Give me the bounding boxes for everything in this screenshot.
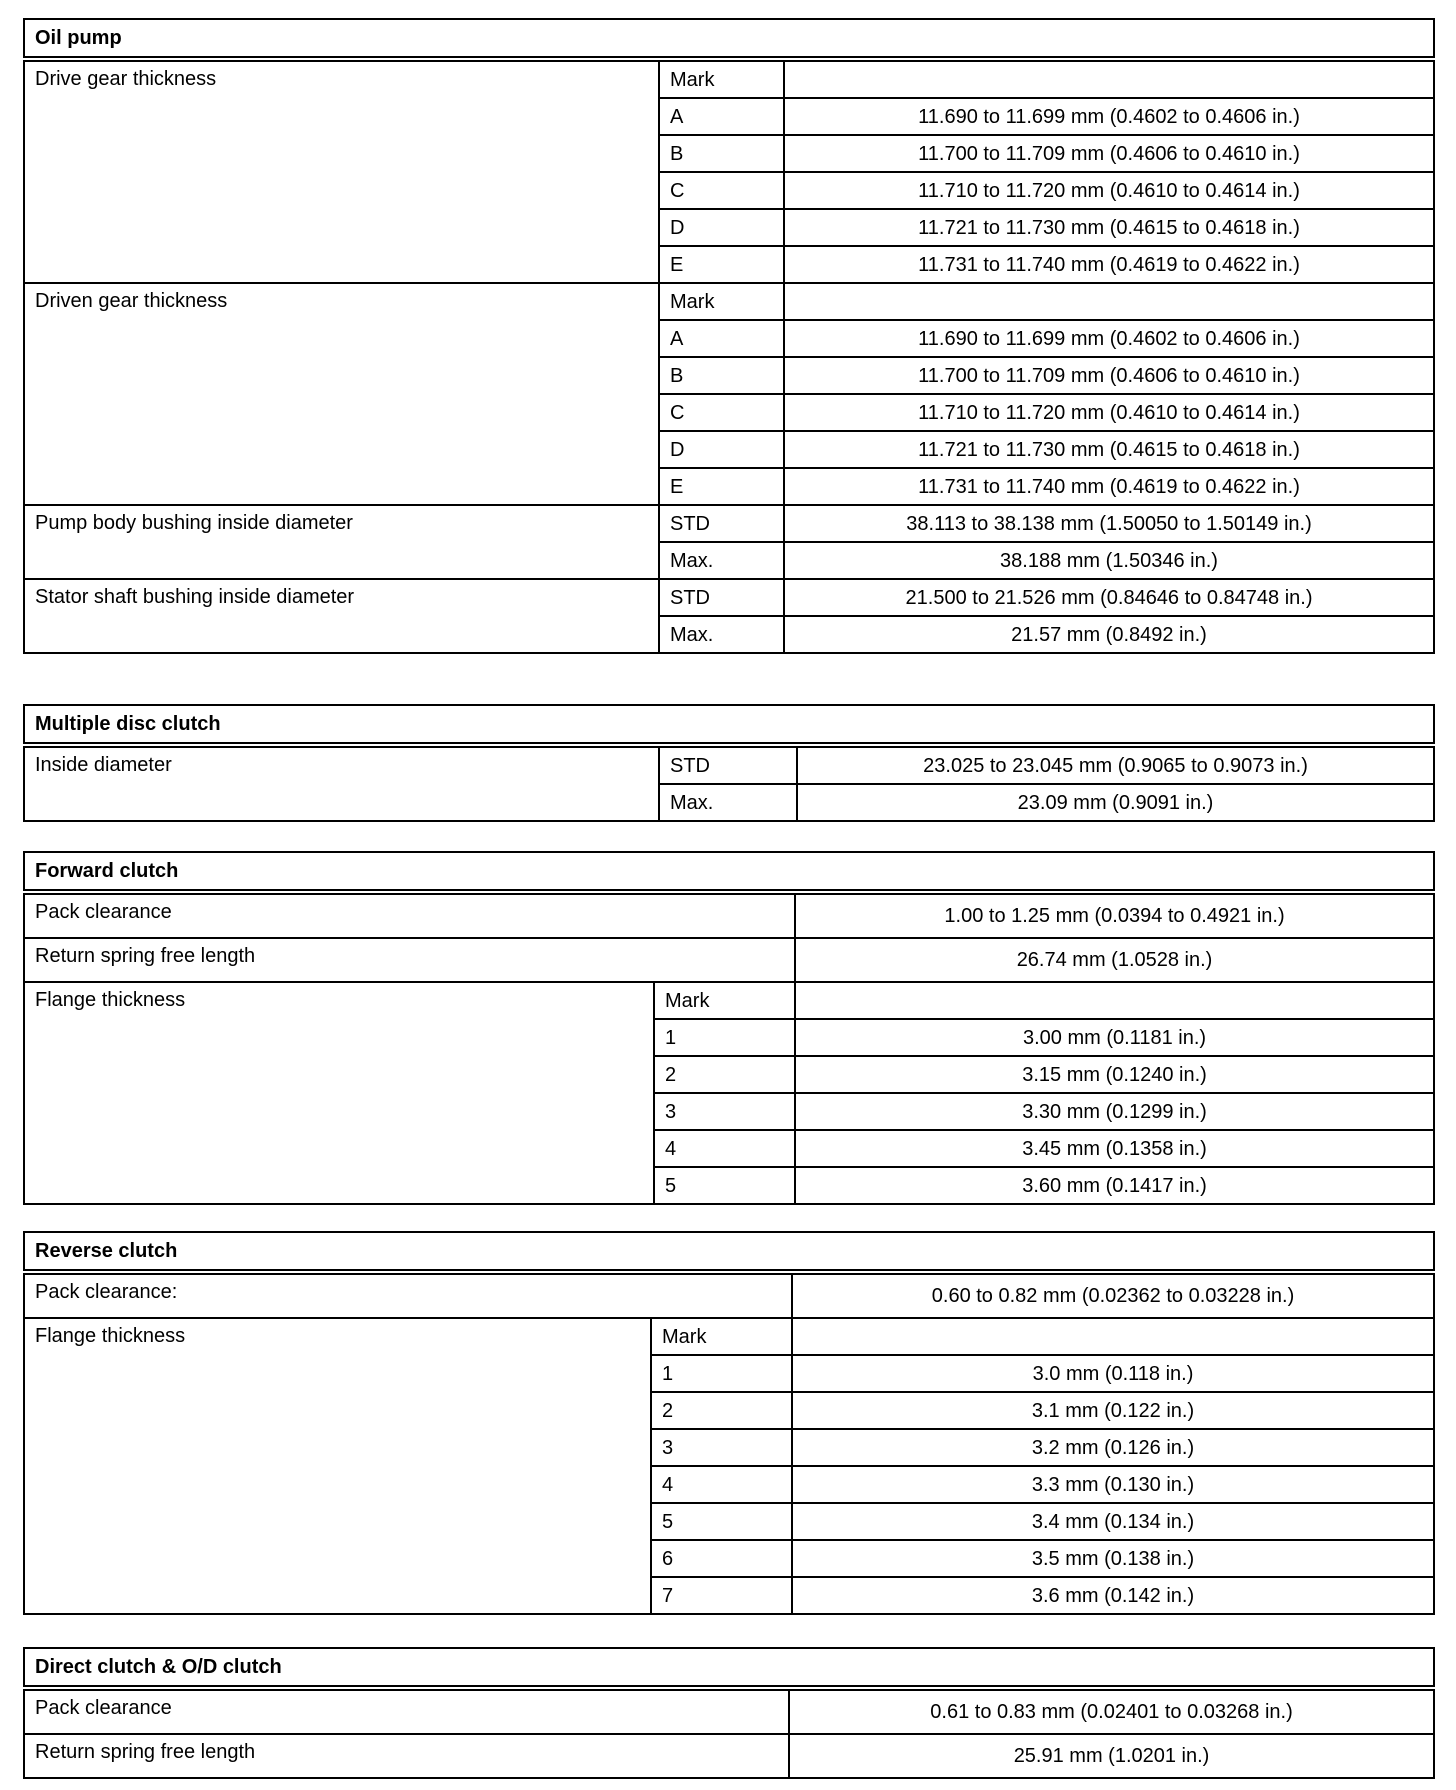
item-label: Pack clearance: [24,1272,792,1318]
mark-cell: Max. [659,784,797,821]
mark-cell: E [659,468,784,505]
value-cell: 21.57 mm (0.8492 in.) [784,616,1434,653]
value-cell: 3.1 mm (0.122 in.) [792,1392,1434,1429]
spec-table-direct-clutch-o-d-clutch [23,1647,1435,1779]
mark-cell: STD [659,579,784,616]
value-cell [792,1318,1434,1355]
mark-cell: Max. [659,542,784,579]
value-cell: 11.731 to 11.740 mm (0.4619 to 0.4622 in.) [784,246,1434,283]
value-cell: 11.700 to 11.709 mm (0.4606 to 0.4610 in.) [784,357,1434,394]
value-cell: 1.00 to 1.25 mm (0.0394 to 0.4921 in.) [795,892,1434,938]
item-label: Driven gear thickness [24,283,659,505]
table-row [24,283,1434,320]
mark-cell: STD [659,745,797,784]
item-label: Return spring free length [24,1734,789,1778]
value-cell: 38.113 to 38.138 mm (1.50050 to 1.50149 in.) [784,505,1434,542]
value-cell: 3.00 mm (0.1181 in.) [795,1019,1434,1056]
value-cell: 26.74 mm (1.0528 in.) [795,938,1434,982]
table-row [24,745,1434,784]
mark-cell: 5 [654,1167,795,1204]
item-label: Return spring free length [24,938,795,982]
value-cell: 11.690 to 11.699 mm (0.4602 to 0.4606 in.) [784,98,1434,135]
value-cell: 3.0 mm (0.118 in.) [792,1355,1434,1392]
table-row [24,1734,1434,1778]
value-cell: 3.15 mm (0.1240 in.) [795,1056,1434,1093]
table-row [24,59,1434,98]
spec-table-multiple-disc-clutch [23,704,1435,822]
section-title: Direct clutch & O/D clutch [24,1648,1434,1688]
item-label: Pack clearance [24,1688,789,1734]
value-cell: 11.721 to 11.730 mm (0.4615 to 0.4618 in.) [784,209,1434,246]
mark-cell: B [659,357,784,394]
mark-cell: Mark [654,982,795,1019]
value-cell: 21.500 to 21.526 mm (0.84646 to 0.84748 in.) [784,579,1434,616]
value-cell: 3.2 mm (0.126 in.) [792,1429,1434,1466]
mark-cell: 2 [654,1056,795,1093]
mark-cell: 5 [651,1503,792,1540]
section-title: Oil pump [24,19,1434,59]
value-cell: 11.710 to 11.720 mm (0.4610 to 0.4614 in.) [784,394,1434,431]
value-cell: 0.60 to 0.82 mm (0.02362 to 0.03228 in.) [792,1272,1434,1318]
value-cell: 3.30 mm (0.1299 in.) [795,1093,1434,1130]
section-header-row [24,852,1434,892]
table-row [24,1318,1434,1355]
value-cell: 11.700 to 11.709 mm (0.4606 to 0.4610 in.) [784,135,1434,172]
value-cell: 38.188 mm (1.50346 in.) [784,542,1434,579]
section-header-row [24,1648,1434,1688]
value-cell [795,982,1434,1019]
mark-cell: 1 [651,1355,792,1392]
value-cell: 11.721 to 11.730 mm (0.4615 to 0.4618 in.) [784,431,1434,468]
value-cell: 3.5 mm (0.138 in.) [792,1540,1434,1577]
mark-cell: E [659,246,784,283]
mark-cell: Mark [659,59,784,98]
value-cell: 23.025 to 23.045 mm (0.9065 to 0.9073 in.) [797,745,1434,784]
value-cell: 23.09 mm (0.9091 in.) [797,784,1434,821]
section-title: Reverse clutch [24,1232,1434,1272]
spec-table-forward-clutch [23,851,1435,1205]
section-header-row [24,19,1434,59]
mark-cell: C [659,394,784,431]
value-cell: 11.731 to 11.740 mm (0.4619 to 0.4622 in.) [784,468,1434,505]
item-label: Pump body bushing inside diameter [24,505,659,579]
value-cell: 3.3 mm (0.130 in.) [792,1466,1434,1503]
table-row [24,892,1434,938]
item-label: Drive gear thickness [24,59,659,283]
mark-cell: Mark [651,1318,792,1355]
item-label: Flange thickness [24,1318,651,1614]
value-cell: 3.4 mm (0.134 in.) [792,1503,1434,1540]
table-row [24,938,1434,982]
mark-cell: 4 [654,1130,795,1167]
mark-cell: D [659,209,784,246]
item-label: Pack clearance [24,892,795,938]
spec-table-reverse-clutch [23,1231,1435,1615]
section-header-row [24,1232,1434,1272]
value-cell: 11.710 to 11.720 mm (0.4610 to 0.4614 in.) [784,172,1434,209]
table-row [24,505,1434,542]
item-label: Flange thickness [24,982,654,1204]
value-cell: 3.45 mm (0.1358 in.) [795,1130,1434,1167]
value-cell: 25.91 mm (1.0201 in.) [789,1734,1434,1778]
mark-cell: STD [659,505,784,542]
value-cell: 3.6 mm (0.142 in.) [792,1577,1434,1614]
mark-cell: 1 [654,1019,795,1056]
section-title: Multiple disc clutch [24,705,1434,745]
mark-cell: D [659,431,784,468]
mark-cell: A [659,320,784,357]
section-header-row [24,705,1434,745]
mark-cell: 4 [651,1466,792,1503]
table-row [24,579,1434,616]
mark-cell: 3 [651,1429,792,1466]
mark-cell: Max. [659,616,784,653]
mark-cell: 7 [651,1577,792,1614]
mark-cell: 2 [651,1392,792,1429]
mark-cell: C [659,172,784,209]
item-label: Inside diameter [24,745,659,821]
mark-cell: Mark [659,283,784,320]
value-cell [784,59,1434,98]
spec-table-oil-pump [23,18,1435,654]
table-row [24,982,1434,1019]
mark-cell: A [659,98,784,135]
value-cell: 3.60 mm (0.1417 in.) [795,1167,1434,1204]
item-label: Stator shaft bushing inside diameter [24,579,659,653]
value-cell [784,283,1434,320]
value-cell: 0.61 to 0.83 mm (0.02401 to 0.03268 in.) [789,1688,1434,1734]
mark-cell: B [659,135,784,172]
table-row [24,1272,1434,1318]
value-cell: 11.690 to 11.699 mm (0.4602 to 0.4606 in.) [784,320,1434,357]
table-row [24,1688,1434,1734]
mark-cell: 6 [651,1540,792,1577]
mark-cell: 3 [654,1093,795,1130]
section-title: Forward clutch [24,852,1434,892]
